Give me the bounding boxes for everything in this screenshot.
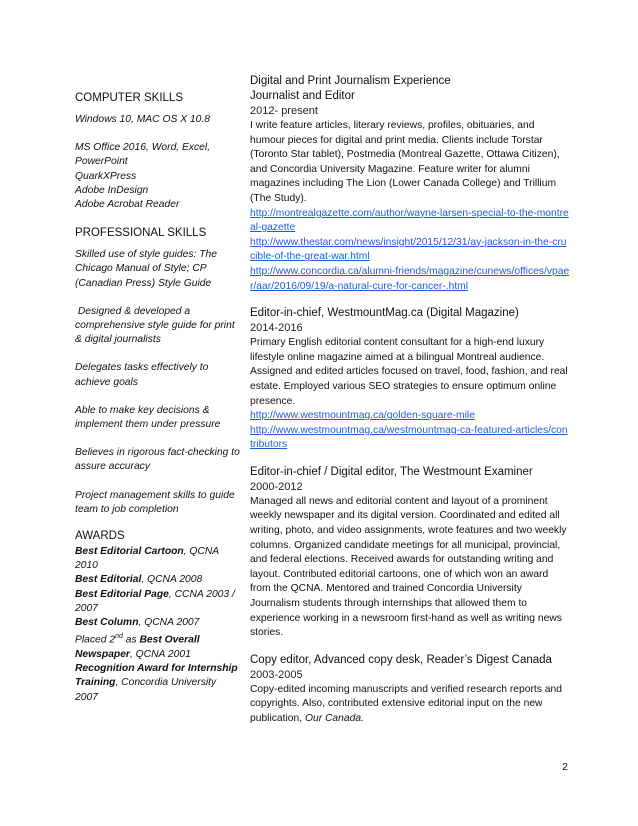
job-westmount-examiner bbox=[250, 465, 570, 641]
portfolio-link[interactable]: http://www.concordia.ca/alumni-friends/magazine/cunews/offices/vpaer/aar/2016/09/19/a-natural-cure-for-cancer-.html bbox=[250, 265, 570, 292]
skill-item: Skilled use of style guides: The Chicago Manual of Style; CP (Canadian Press) Style Guide bbox=[75, 249, 217, 289]
computer-skills-title: COMPUTER SKILLS bbox=[75, 92, 183, 104]
job-title: Digital and Print Journalism Experience bbox=[250, 75, 451, 87]
software-line: QuarkXPress bbox=[75, 170, 137, 182]
software-line: MS Office 2016, Word, Excel, bbox=[75, 142, 211, 154]
award-item: Best Editorial Cartoon, QCNA 2010 bbox=[75, 546, 219, 572]
portfolio-link[interactable]: http://www.westmountmag.ca/golden-square-mile bbox=[250, 410, 475, 422]
computer-skill-software bbox=[75, 141, 240, 212]
award-item: Placed 2nd as Best Overall Newspaper, QCNA 2001 bbox=[75, 633, 200, 660]
page-number: 2 bbox=[562, 761, 568, 773]
job-readers-digest bbox=[250, 653, 570, 727]
job-westmountmag bbox=[250, 306, 570, 453]
portfolio-link[interactable]: http://www.thestar.com/news/insight/2015/12/31/ay-jackson-in-the-crucible-of-the-great-war.html bbox=[250, 236, 567, 263]
skill-item: Delegates tasks effectively to achieve goals bbox=[75, 362, 209, 388]
skill-item: Project management skills to guide team to job completion bbox=[75, 489, 235, 515]
award-item: Best Editorial Page, CCNA 2003 / 2007 bbox=[75, 588, 235, 614]
job-date: 2014-2016 bbox=[250, 322, 303, 335]
professional-skills-title: PROFESSIONAL SKILLS bbox=[75, 227, 207, 240]
left-column bbox=[75, 91, 240, 705]
software-line: Adobe Acrobat Reader bbox=[75, 199, 180, 211]
job-journalist bbox=[250, 74, 570, 294]
skill-item: Designed & developed a comprehensive style guide for print & digital journalists bbox=[75, 305, 238, 346]
job-title: Editor-in-chief, WestmountMag.ca (Digital Magazine) bbox=[250, 307, 519, 320]
job-date: 2000-2012 bbox=[250, 480, 303, 493]
job-date: 2012- present bbox=[250, 105, 318, 117]
job-description: I write feature articles, literary reviews, profiles, obituaries, and humour pieces for digital and print media. Clients include Torstar (Toronto Star tablet), Postmedia (Montreal Gazette, Ottawa Citizen), and Concordia University Magazine. Feature writer for alumni magazines including The Lion (Lower Canada College) and Trillium (The Study). bbox=[250, 120, 560, 204]
job-description: Copy-edited incoming manuscripts and verified research reports and copyrights. Also, contributed extensive editorial input on the new publication, Our Canada. bbox=[250, 683, 562, 724]
computer-skill-os: Windows 10, MAC OS X 10.8 bbox=[75, 114, 210, 125]
software-line: Adobe InDesign bbox=[75, 184, 149, 196]
award-item: Best Column, QCNA 2007 bbox=[75, 617, 200, 629]
skill-item: Able to make key decisions & implement them under pressure bbox=[75, 404, 221, 431]
right-column bbox=[250, 74, 570, 739]
portfolio-link[interactable]: http://www.westmountmag.ca/westmountmag-ca-featured-articles/contributors bbox=[250, 424, 568, 451]
job-subtitle: Journalist and Editor bbox=[250, 90, 355, 102]
job-title: Copy editor, Advanced copy desk, Reader’s Digest Canada bbox=[250, 653, 552, 666]
award-item: Recognition Award for Internship Training, Concordia University 2007 bbox=[75, 663, 238, 703]
software-line: PowerPoint bbox=[75, 156, 128, 168]
job-description: Managed all news and editorial content and layout of a prominent weekly newspaper and its digital version. Coordinated and edited all writing, photo, and video assignments, wrote features and two weekly columns. Organized candidate meetings for all municipal, provincial, and federal elections. Received awards for outstanding writing and layout. Contributed editorial cartoons, one of which won an award from the QCNA. Mentored and trained Concordia University Journalism students through internships that allowed them to experience working in a newsroom first-hand as well as writing news stories. bbox=[250, 495, 567, 639]
awards-title: AWARDS bbox=[75, 530, 125, 543]
job-description: Primary English editorial content consultant for a high-end luxury lifestyle online magazine aimed at a bilingual Montreal audience. Assigned and edited articles focused on travel, food, fashion, and real estate. Employed various SEO strategies to ensure optimum online presence. bbox=[250, 337, 568, 407]
skill-item: Believes in rigorous fact-checking to assure accuracy bbox=[75, 447, 240, 473]
job-title: Editor-in-chief / Digital editor, The Westmount Examiner bbox=[250, 465, 533, 478]
portfolio-link[interactable]: http://montrealgazette.com/author/wayne-larsen-special-to-the-montreal-gazette bbox=[250, 207, 569, 234]
job-date: 2003-2005 bbox=[250, 668, 303, 681]
award-item: Best Editorial, QCNA 2008 bbox=[75, 574, 203, 586]
